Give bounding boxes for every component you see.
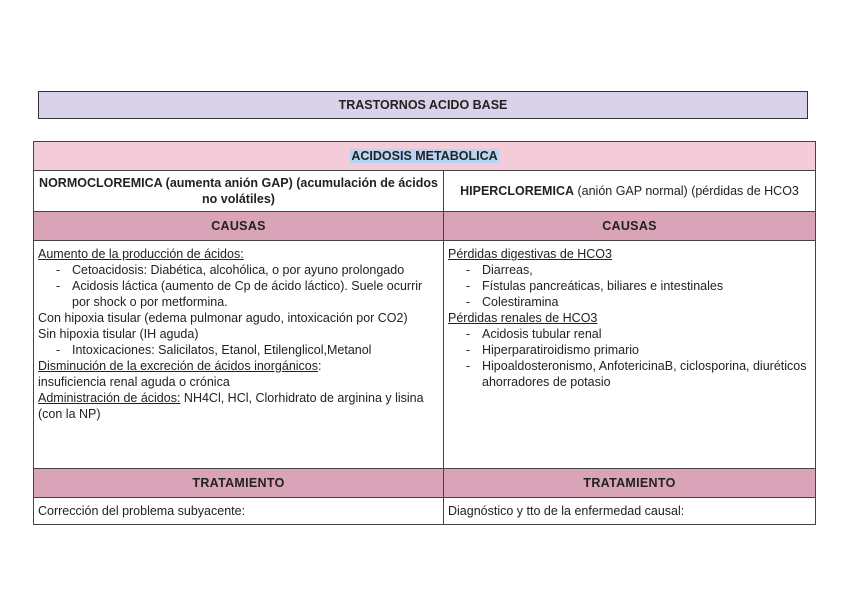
left-g3-text: insuficiencia renal aguda o crónica [38,375,230,389]
right-g2-list [448,326,811,390]
left-causas-content [34,241,444,469]
left-tratamiento-text: Corrección del problema subyacente: [34,498,444,525]
list-item: - Hiperparatiroidismo primario [466,342,811,358]
left-tratamiento-label: TRATAMIENTO [34,469,444,498]
left-g3-colon: : [318,359,322,373]
table-header-text: ACIDOSIS METABOLICA [351,149,498,163]
document-title-text: TRASTORNOS ACIDO BASE [338,98,508,112]
right-tratamiento-text: Diagnóstico y tto de la enfermedad causal: [444,498,816,525]
right-causas-content [444,241,816,469]
left-causas-label: CAUSAS [34,212,444,241]
list-item: - Acidosis láctica (aumento de Cp de ácido láctico). Suele ocurrir por shock o por metformina. [56,278,439,310]
list-item: - Intoxicaciones: Salicilatos, Etanol, Etilenglicol,Metanol [56,342,439,358]
left-g4-title: Administración de ácidos: [38,391,181,405]
left-g4-text: NH4Cl, HCl, Clorhidrato de arginina y lisina (con la NP) [38,391,424,421]
hipercloremica-heading-rest: (anión GAP normal) (pérdidas de HCO3 [574,184,799,198]
right-g2-title: Pérdidas renales de HCO3 [448,311,598,325]
hipercloremica-heading-bold: HIPERCLOREMICA [460,184,575,198]
left-g1-title: Aumento de la producción de ácidos: [38,247,244,261]
list-item: - Fístulas pancreáticas, biliares e intestinales [466,278,811,294]
left-g2-list [38,342,439,358]
right-causas-label: CAUSAS [444,212,816,241]
left-sin-hipoxia-line: Sin hipoxia tisular (IH aguda) [38,327,199,341]
left-hipoxia-line: Con hipoxia tisular (edema pulmonar agudo, intoxicación por CO2) [38,311,408,325]
acidosis-table [33,141,816,525]
normocloremica-heading-text: NORMOCLOREMICA (aumenta anión GAP) (acumulación de ácidos no volátiles) [39,176,438,206]
list-item: - Cetoacidosis: Diabética, alcohólica, o por ayuno prolongado [56,262,439,278]
normocloremica-heading [34,171,444,212]
left-g4-line [38,390,439,422]
right-g1-list [448,262,811,310]
left-g3-title: Disminución de la excreción de ácidos inorgánicos [38,359,319,373]
right-g1-title: Pérdidas digestivas de HCO3 [448,247,612,261]
list-item: - Diarreas, [466,262,811,278]
table-header [34,142,816,171]
list-item: - Acidosis tubular renal [466,326,811,342]
list-item: - Hipoaldosteronismo, AnfotericinaB, ciclosporina, diuréticos ahorradores de potasio [466,358,811,390]
left-g1-list [38,262,439,310]
left-g3-title-line [38,358,439,374]
hipercloremica-heading [444,171,816,212]
right-tratamiento-label: TRATAMIENTO [444,469,816,498]
list-item: - Colestiramina [466,294,811,310]
document-title [38,91,808,119]
